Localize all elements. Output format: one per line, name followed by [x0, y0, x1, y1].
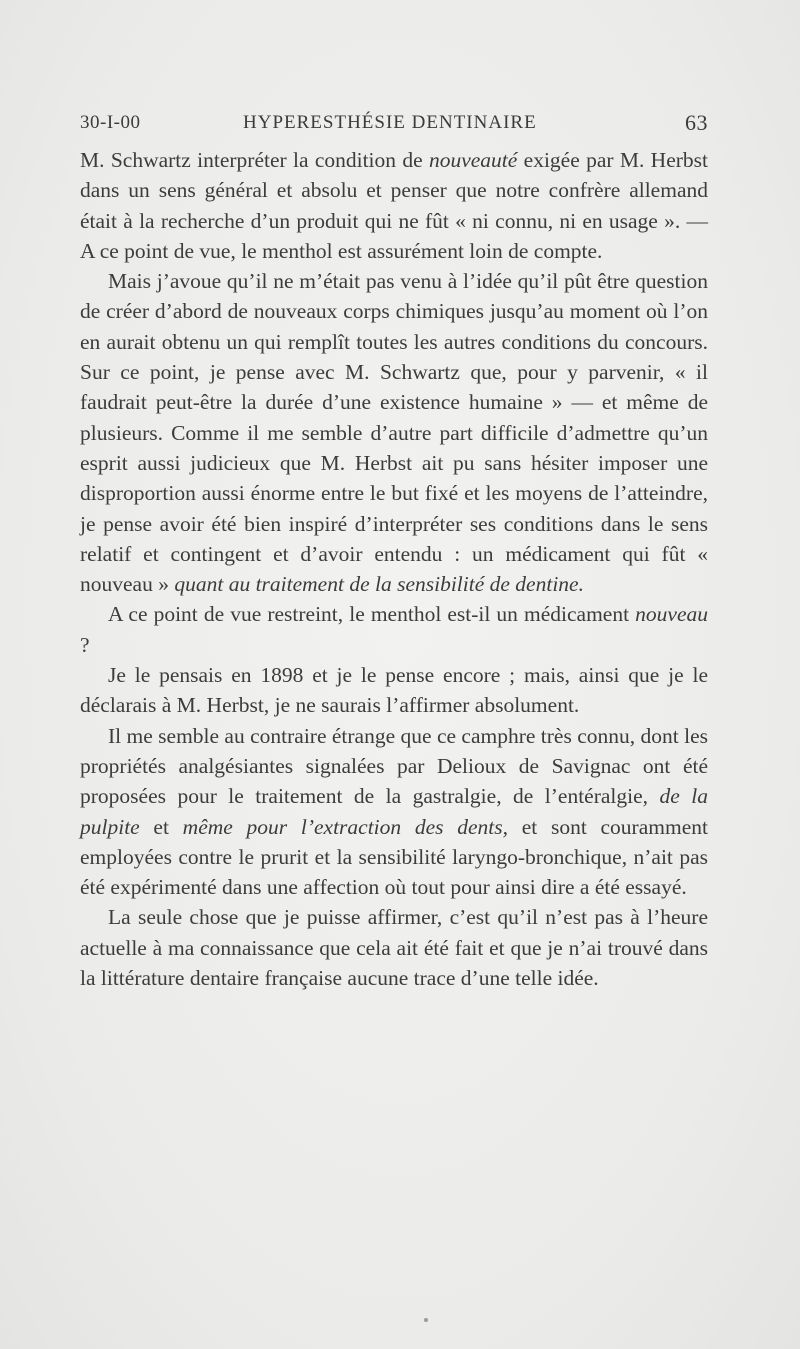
- text-run: M. Schwartz interpréter la condition de: [80, 148, 429, 172]
- paragraph: [80, 266, 708, 599]
- text-run: et sont couramment employées contre le prurit et la sensibilité laryngo-bronchique, n’ait pas été expérimenté dans une affection où tout pour ainsi dire a été essayé.: [80, 814, 708, 900]
- italic-text: de la pulpite: [80, 784, 708, 839]
- text-run: Mais j’avoue qu’il ne m’était pas venu à l’idée qu’il pût être question de créer d’abord de nouveaux corps chimiques jusqu’au moment où l’on en aurait obtenu un qui remplît toutes les autres conditions du concours. Sur ce point, je pense avec M. Schwartz que, pour y parvenir, « il faudrait peut-être la durée d’une existence humaine » — et même de plusieurs. Comme il me semble d’autre part difficile d’admettre qu’un esprit aussi judicieux que M. Herbst ait pu sans hésiter imposer une disproportion aussi énorme entre le but fixé et les moyens de l’atteindre, je pense avoir été bien inspiré d’interpréter ses conditions dans le sens relatif et contingent et d’avoir entendu : un médicament qui fût « nouveau »: [80, 269, 708, 597]
- italic-text: même pour l’extraction des dents,: [182, 814, 509, 839]
- paper-speck: [424, 1318, 428, 1322]
- text-run: La seule chose que je puisse affirmer, c’est qu’il n’est pas à l’heure actuelle à ma connaissance que cela ait été fait et que je n’ai trouvé dans la littérature dentaire française aucune trace d’une telle idée.: [80, 905, 708, 991]
- paragraph: [80, 599, 708, 660]
- text-run: ?: [80, 632, 90, 657]
- text-run: exigée par M. Herbst dans un sens général et absolu et penser que notre confrère allemand était à la recherche d’un produit qui ne fût « ni connu, ni en usage ». — A ce point de vue, le menthol est assurément loin de compte.: [80, 148, 708, 263]
- italic-text: nouveau: [635, 602, 708, 627]
- paragraph: [80, 145, 708, 266]
- paragraph: [80, 721, 708, 903]
- header-date: 30-I-00: [80, 112, 141, 133]
- text-run: Je le pensais en 1898 et je le pense encore ; mais, ainsi que je le déclarais à M. Herbst, je ne saurais l’affirmer absolument.: [80, 663, 708, 718]
- body-text: [80, 145, 708, 993]
- text-run: et: [139, 814, 183, 839]
- page-number: 63: [685, 110, 708, 135]
- running-header: [80, 112, 708, 142]
- paragraph: [80, 660, 708, 721]
- header-title: HYPERESTHÉSIE DENTINAIRE: [243, 112, 537, 133]
- text-run: A ce point de vue restreint, le menthol est-il un médicament: [108, 602, 636, 627]
- paragraph: [80, 902, 708, 993]
- italic-text: nouveauté: [428, 148, 518, 172]
- italic-text: quant au traitement de la sensibilité de dentine.: [174, 572, 584, 597]
- text-run: Il me semble au contraire étrange que ce camphre très connu, dont les propriétés analgésiantes signalées par Delioux de Savignac ont été proposées pour le traitement de la gastralgie, de l’entéralgie,: [80, 723, 708, 809]
